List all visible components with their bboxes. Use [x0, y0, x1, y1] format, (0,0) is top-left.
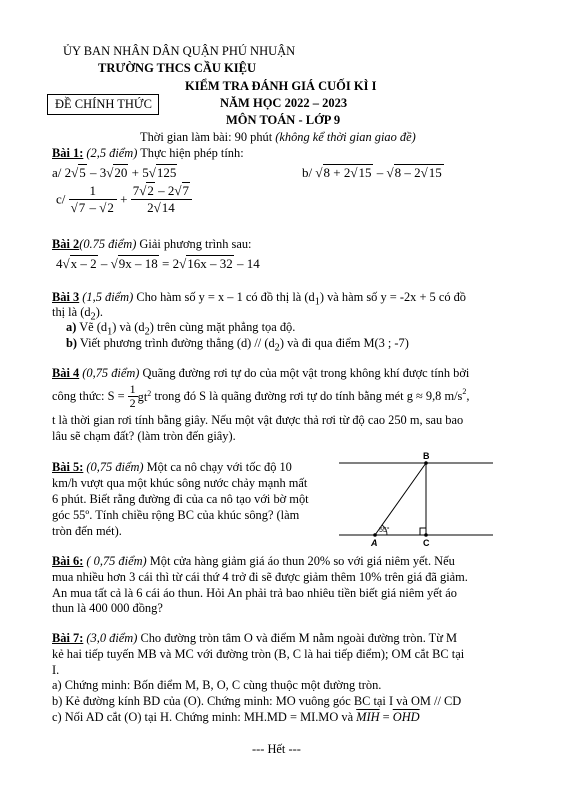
b3-text2: thị là (d [52, 305, 91, 319]
b4-line1 [52, 366, 469, 381]
b1-part-c: c/ $\frac{1}{√7 - √2}$ + $\frac{7√2 - 2√7}{2√14}$ [56, 183, 192, 216]
b6-l1: Một cửa hàng giảm giá áo thun 20% so với giá niêm yết. Nếu [146, 554, 455, 568]
b6-line1 [52, 554, 455, 569]
b2-label: Bài 2 [52, 237, 80, 251]
b5-line4: góc 55º. Tính chiều rộng BC của khúc sông? (làm [52, 508, 300, 522]
b3-a-text2: ) và (d [112, 320, 145, 334]
b4-line2: công thức: S = $\frac{1}{2}$ $gt^2$ trong đó S là quãng đường rơi tự do tính bằng mét g ≈ 9,8 $m/s^2$, [52, 382, 470, 410]
b2-equation: 4√x – 2 – √9x – 18 = 2√16x – 32 – 14 [56, 256, 260, 271]
b7-label: Bài 7: [52, 631, 84, 645]
b7-angle-mih: $\overline{MIH}$ [356, 710, 380, 724]
b2-prompt: Giải phương trình sau: [136, 237, 252, 251]
b5-line2: km/h vượt qua một khúc sông nước chảy mạnh mất [52, 476, 308, 490]
river-diagram [335, 450, 495, 550]
end-marker: --- Hết --- [252, 742, 301, 756]
b4-text2c: , [466, 389, 470, 403]
b4-text1: Quãng đường rơi tự do của một vật trong không khí được tính bởi [139, 366, 470, 380]
school-name: TRƯỜNG THCS CẦU KIỆU [98, 61, 257, 75]
b3-part-b: b) Viết phương trình đường thẳng $(d) // (d_2)$ và đi qua điểm M(3 ; -7) [66, 336, 409, 354]
school-year: NĂM HỌC 2022 – 2023 [220, 96, 348, 110]
b7-l1: Cho đường tròn tâm O và điểm M nằm ngoài đường tròn. Từ M [137, 631, 458, 645]
b5-points: (0,75 điểm) [83, 460, 144, 474]
b4-text2a: công thức: S = [52, 389, 128, 403]
official-label: ĐỀ CHÍNH THỨC [55, 97, 152, 111]
b2-heading [52, 237, 251, 252]
diagram-label-b: B [423, 451, 430, 461]
b1-part-b: b/ √8 + 2√15 – √8 – 2√15 [302, 165, 442, 180]
b5-l1: Một ca nô chạy với tốc độ 10 [143, 460, 292, 474]
b3-a-text: Vẽ (d [76, 320, 108, 334]
b4-points: (0,75 điểm) [79, 366, 140, 380]
b5-line1 [52, 460, 292, 475]
diagram-label-a: A [371, 538, 378, 548]
b1-part-a: a/ 2√5 – 3√20 + 5√125 [52, 165, 177, 180]
diagram-label-c: C [423, 538, 430, 548]
b7-c-text: c) Nối AD cắt (O) tại H. Chứng minh: MH.MD = MI.MO và [52, 710, 357, 724]
time-prefix: Thời gian làm bài: 90 phút [140, 130, 276, 144]
b5-label: Bài 5: [52, 460, 84, 474]
b3-b-text: Viết phương trình đường thẳng (d) // (d [77, 336, 275, 350]
b7-angle-ohd: $\overline{OHD}$ [392, 710, 420, 724]
b6-line3: An mua tất cả là 6 cái áo thun. Hỏi An phải trả bao nhiêu tiền biết giá niêm yết áo [52, 586, 457, 600]
b3-label: Bài 3 [52, 290, 80, 304]
b4-label: Bài 4 [52, 366, 80, 380]
b1-prompt: Thực hiện phép tính: [137, 146, 244, 160]
exam-title: KIỂM TRA ĐÁNH GIÁ CUỐI KÌ I [185, 79, 377, 93]
b4-text2b: trong đó S là quãng đường rơi tự do tính bằng mét g ≈ 9,8 m/s [151, 389, 463, 403]
b3-text1b: ) và hàm số y = -2x + 5 có đồ [319, 290, 467, 304]
b3-b-label: b) [66, 336, 78, 350]
b7-part-a: a) Chứng minh: Bốn điểm M, B, O, C cùng thuộc một đường tròn. [52, 678, 382, 692]
b1-points: (2,5 điểm) [83, 146, 138, 160]
b3-line2: thị là $(d_2)$. [52, 305, 103, 323]
b4-line4: lâu sẽ chạm đất? (làm tròn đến giây). [52, 429, 236, 443]
b7-equals: = [379, 710, 393, 724]
b7-part-c [52, 710, 420, 725]
authority-name: ỦY BAN NHÂN DÂN QUẬN PHÚ NHUẬN [63, 44, 296, 58]
time-info [140, 130, 416, 145]
b3-b-text2: ) và đi qua điểm M(3 ; -7) [279, 336, 409, 350]
subject-title: MÔN TOÁN - LỚP 9 [226, 113, 341, 127]
b3-line1: Bài 3 (1,5 điểm) Cho hàm số y = x – 1 có đồ thị là $(d_1)$ và hàm số y = -2x + 5 có đồ [52, 290, 467, 308]
b4-line3: t là thời gian rơi tính bằng giây. Nếu một vật được thả rơi từ độ cao 250 m, sau bao [52, 413, 464, 427]
b7-line2: kẻ hai tiếp tuyến MB và MC với đường tròn (B, C là hai tiếp điểm); OM cắt BC tại [52, 647, 465, 661]
diagram-angle: 55° [379, 527, 390, 534]
b7-part-b: b) Kẻ đường kính BD của (O). Chứng minh: MO vuông góc BC tại I và OM // CD [52, 694, 462, 708]
b1-c-label: c/ [56, 191, 66, 207]
b3-a-text3: ) trên cùng mặt phẳng tọa độ. [149, 320, 296, 334]
b1-label: Bài 1: [52, 146, 84, 160]
b6-points: ( 0,75 điểm) [83, 554, 147, 568]
b3-points: (1,5 điểm) [79, 290, 134, 304]
b6-label: Bài 6: [52, 554, 84, 568]
b1-a-label: a/ [52, 165, 62, 180]
b7-line3: I. [52, 663, 60, 677]
b2-points: (0.75 điểm) [79, 237, 137, 251]
b3-part-a: a) Vẽ $(d_1)$ và $(d_2)$ trên cùng mặt phẳng tọa độ. [66, 320, 296, 338]
b3-text1: Cho hàm số y = x – 1 có đồ thị là (d [133, 290, 315, 304]
b5-line5: tròn đến mét). [52, 524, 122, 538]
b6-line4: thun là 400 000 đồng? [52, 601, 163, 615]
b3-a-label: a) [66, 320, 77, 334]
b5-line3: 6 phút. Biết rằng đường đi của ca nô tạo với bờ một [52, 492, 309, 506]
b1-heading [52, 146, 244, 161]
b1-b-label: b/ [302, 165, 313, 180]
b6-line2: mua nhiều hơn 3 cái thì từ cái thứ 4 trở đi sẽ được giảm thêm 10% trên giá đã giảm. [52, 570, 468, 584]
b3-text2b: ). [95, 305, 103, 319]
time-note: (không kể thời gian giao đề) [275, 130, 416, 144]
b7-points: (3,0 điểm) [83, 631, 138, 645]
b7-line1 [52, 631, 457, 646]
